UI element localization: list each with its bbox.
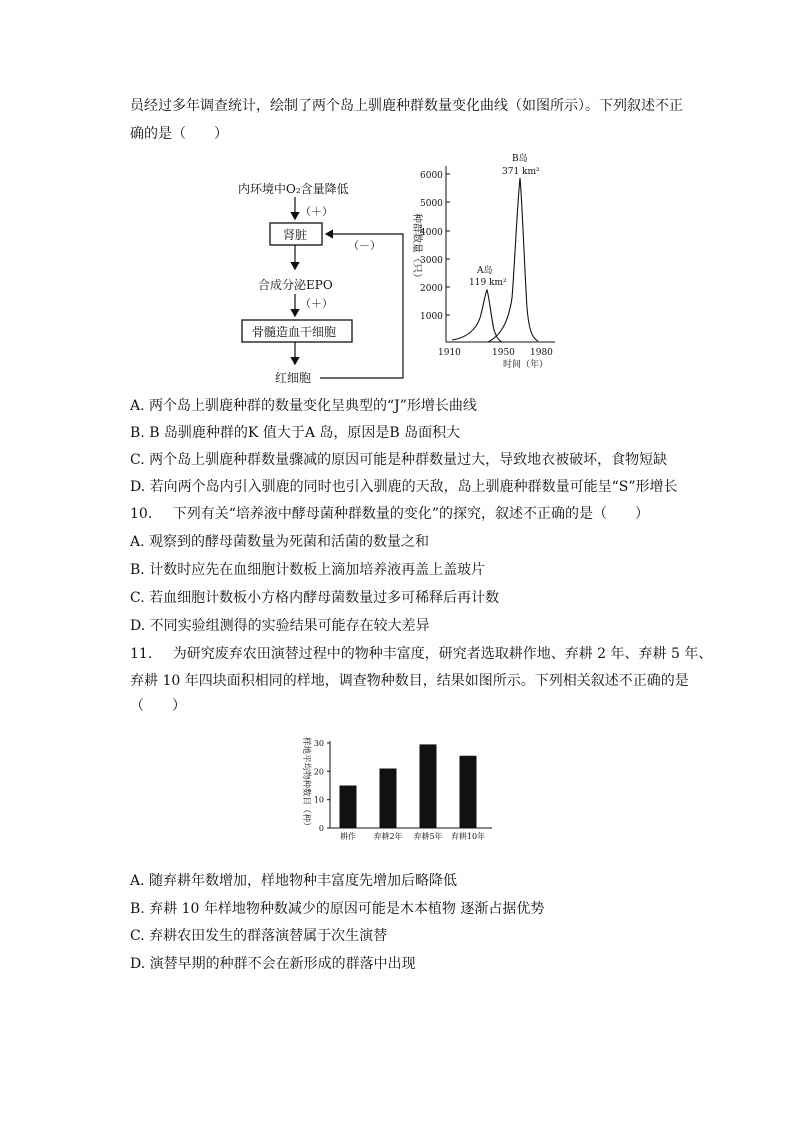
q10-stem-line bbox=[130, 504, 649, 524]
q9-option-a: A. 两个岛上驯鹿种群的数量变化呈典型的“J”形增长曲线 bbox=[130, 398, 477, 414]
deer-y-tick-6000: 6000 bbox=[420, 171, 443, 181]
q11-option-d: D. 演替早期的种群不会在新形成的群落中出现 bbox=[130, 956, 416, 972]
bar-y-tick-10: 10 bbox=[313, 795, 324, 805]
island-b-area: 371 km² bbox=[502, 167, 540, 177]
bar-y-label: 样地平均物种数目（种） bbox=[301, 737, 311, 831]
q10-option-d: D. 不同实验组测得的实验结果可能存在较大差异 bbox=[130, 618, 430, 634]
species-bar-chart bbox=[292, 727, 497, 849]
q11-stem-line-1 bbox=[130, 644, 712, 664]
bar-1 bbox=[380, 769, 397, 829]
q11-stem-3: （ ） bbox=[130, 698, 186, 714]
deer-x-tick-1980: 1980 bbox=[530, 348, 553, 358]
flow-top-text: 内环境中O₂含量降低 bbox=[238, 182, 349, 196]
flow-plus-2: （＋） bbox=[300, 297, 333, 310]
q11-option-b: B. 弃耕 10 年样地物种数减少的原因可能是木本植物 逐渐占据优势 bbox=[130, 901, 545, 917]
bar-y-tick-30: 30 bbox=[313, 739, 324, 748]
q10-option-a: A. 观察到的酵母菌数量为死菌和活菌的数量之和 bbox=[130, 534, 430, 550]
q9-option-d: D. 若向两个岛内引入驯鹿的同时也引入驯鹿的天敌，岛上驯鹿种群数量可能呈“S”形增长 bbox=[130, 479, 678, 495]
q11-stem-1: 为研究废弃农田演替过程中的物种丰富度，研究者选取耕作地、弃耕 2 年、弃耕 5 年、 bbox=[172, 646, 713, 662]
island-b-label: B岛 bbox=[512, 154, 528, 164]
deer-y-tick-3000: 3000 bbox=[420, 256, 443, 266]
deer-x-tick-1910: 1910 bbox=[438, 348, 461, 358]
deer-y-tick-5000: 5000 bbox=[420, 199, 443, 209]
q11-stem-2: 弃耕 10 年四块面积相同的样地，调查物种数目，结果如图所示。下列相关叙述不正确的是 bbox=[130, 673, 689, 689]
q10-option-c: C. 若血细胞计数板小方格内酵母菌数量过多可稀释后再计数 bbox=[130, 590, 500, 606]
intro-line-2: 确的是（ ） bbox=[130, 126, 228, 142]
q9-option-b: B. B 岛驯鹿种群的K 值大于A 岛，原因是B 岛面积大 bbox=[130, 425, 461, 441]
bar-x-label-1: 弃耕2年 bbox=[373, 832, 403, 841]
island-a-curve bbox=[452, 290, 502, 342]
deer-y-tick-4000: 4000 bbox=[420, 228, 443, 238]
q11-number: 11. bbox=[130, 646, 153, 662]
flow-epo-text: 合成分泌EPO bbox=[258, 278, 333, 292]
flow-rbc-text: 红细胞 bbox=[275, 371, 312, 385]
epo-flow-diagram bbox=[230, 175, 420, 390]
bar-0 bbox=[340, 786, 357, 829]
flow-plus-1: （＋） bbox=[300, 205, 333, 218]
bar-x-label-0: 耕作 bbox=[340, 832, 356, 841]
deer-x-tick-1950: 1950 bbox=[492, 348, 515, 358]
marrow-label: 骨髓造血干细胞 bbox=[252, 325, 337, 339]
bar-x-label-2: 弃耕5年 bbox=[413, 832, 443, 841]
bar-y-tick-0: 0 bbox=[318, 824, 324, 833]
deer-y-label: 种群数量（只） bbox=[411, 213, 422, 283]
q9-option-c: C. 两个岛上驯鹿种群数量骤减的原因可能是种群数量过大，导致地衣被破坏，食物短缺 bbox=[130, 452, 668, 468]
q10-option-b: B. 计数时应先在血细胞计数板上滴加培养液再盖上盖玻片 bbox=[130, 562, 486, 578]
island-a-area: 119 km² bbox=[469, 278, 507, 288]
bar-3 bbox=[460, 756, 477, 828]
flow-minus: （－） bbox=[348, 239, 381, 252]
q11-option-a: A. 随弃耕年数增加，样地物种丰富度先增加后略降低 bbox=[130, 873, 458, 889]
deer-y-tick-2000: 2000 bbox=[420, 284, 443, 294]
deer-x-label: 时间（年） bbox=[503, 360, 549, 370]
kidney-label: 肾脏 bbox=[283, 228, 308, 242]
island-a-label: A岛 bbox=[477, 266, 493, 276]
bar-y-tick-20: 20 bbox=[313, 767, 324, 777]
q10-number: 10. bbox=[130, 506, 153, 522]
q11-option-c: C. 弃耕农田发生的群落演替属于次生演替 bbox=[130, 928, 388, 944]
bar-x-label-3: 弃耕10年 bbox=[450, 832, 486, 841]
island-b-curve bbox=[488, 178, 538, 342]
intro-line-1: 员经过多年调查统计，绘制了两个岛上驯鹿种群数量变化曲线（如图所示）。下列叙述不正 bbox=[130, 98, 683, 114]
deer-population-chart bbox=[400, 148, 565, 373]
bar-2 bbox=[420, 744, 437, 828]
deer-y-tick-1000: 1000 bbox=[420, 312, 443, 322]
q10-stem: 下列有关“培养液中酵母菌种群数量的变化”的探究，叙述不正确的是（ ） bbox=[172, 506, 650, 522]
